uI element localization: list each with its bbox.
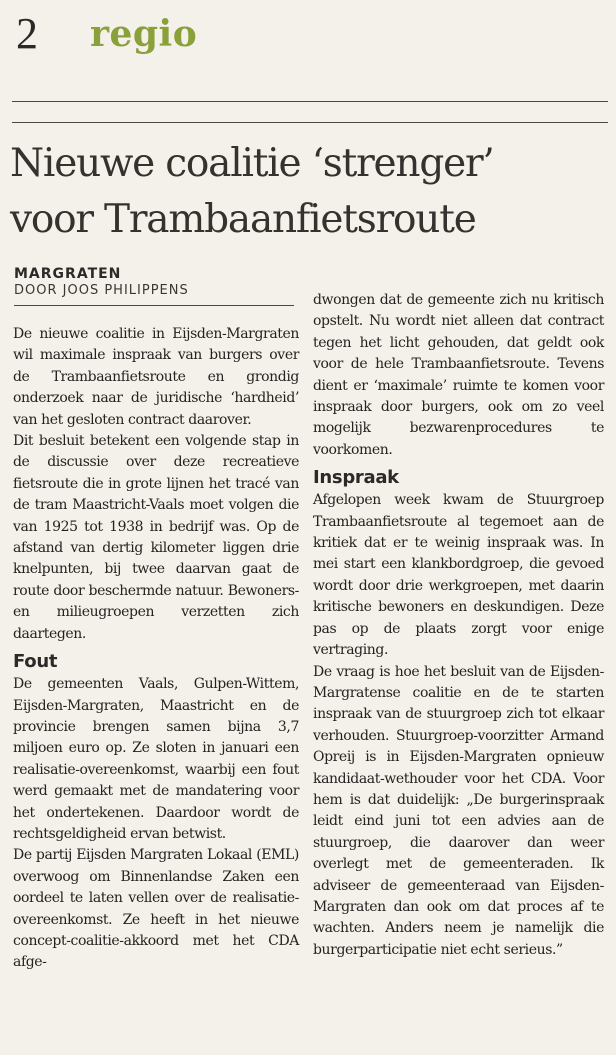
headline-line-2: voor Trambaanfietsroute (10, 197, 476, 242)
masthead-divider-bottom (12, 122, 608, 123)
paragraph-continuation: dwongen dat de gemeente zich nu kritisch opstelt. Nu wordt niet alleen dat contract tegen het licht gehouden, dat geldt ook voor de hele Trambaanfietsroute. Tevens dient er ‘maximale’ ruimte te komen voor inspraak door burgers, ook om zo veel mogelijk bezwarenprocedures te voorkomen. (313, 292, 604, 458)
author-credit: DOOR JOOS PHILIPPENS (14, 283, 189, 298)
article-headline (10, 136, 610, 248)
paragraph-stuurgroep: Afgelopen week kwam de Stuurgroep Trambaanfietsroute al tegemoet aan de kritiek dat er te weinig inspraak was. In mei start een klankbordgroep, die gevoed wordt door drie werkgroepen, met daarin kritische bewoners en deskundigen. Deze pas op de plaats zorgt voor enige vertraging. (313, 492, 604, 659)
article-byline (14, 266, 294, 299)
section-name: regio (90, 13, 198, 55)
dateline: MARGRATEN (14, 266, 122, 282)
article-column-left (13, 324, 299, 974)
paragraph-funding: De gemeenten Vaals, Gulpen-Wittem, Eijsden-Margraten, Maastricht en de provincie brengen samen bijna 3,7 miljoen euro op. Ze sloten in januari een realisatie-overeenkomst, waarbij een fout werd gemaakt met de mandatering voor het ondertekenen. Daardoor wordt de rechtsgeldigheid ervan betwist. (13, 676, 299, 842)
article-column-right (313, 290, 604, 961)
byline-divider (14, 305, 294, 306)
page-masthead (10, 8, 610, 68)
headline-line-1: Nieuwe coalitie ‘strenger’ (10, 141, 494, 186)
paragraph-route-background: Dit besluit betekent een volgende stap in de discussie over deze recreatieve fietsroute die in grote lijnen het tracé van de tram Maastricht-Vaals moet volgen die van 1925 tot 1938 in bedrijf was. Op de afstand van dertig kilometer liggen drie knelpunten, bij twee daarvan gaat de route door beschermde natuur. Bewoners- en milieugroepen verzetten zich daartegen. (13, 433, 299, 642)
page-number: 2 (16, 9, 38, 58)
paragraph-eml: De partij Eijsden Margraten Lokaal (EML) overwoog om Binnenlandse Zaken een oordeel te laten vellen over de realisatie-overeenkomst. Ze heeft in het nieuwe concept-coalitie-akkoord met het CDA afge- (13, 847, 299, 971)
subhead-fout: Fout (13, 651, 58, 673)
paragraph-opreij-quote: De vraag is hoe het besluit van de Eijsden-Margratense coalitie en de te starten inspraak van de stuurgroep zich tot elkaar verhouden. Stuurgroep-voorzitter Armand Opreij is in Eijsden-Margraten opnieuw kandidaat-wethouder voor het CDA. Voor hem is dat duidelijk: „De burgerinspraak leidt eind juni tot een advies aan de stuurgroep, die daarover dan weer overlegt met de gemeenteraden. Ik adviseer de gemeenteraad van Eijsden-Margraten dan ook om dat proces af te wachten. Anders neem je namelijk die burgerparticipatie niet echt serieus.” (313, 663, 604, 958)
masthead-divider-top (12, 101, 608, 102)
paragraph-intro: De nieuwe coalitie in Eijsden-Margraten wil maximale inspraak van burgers over de Trambaanfietsroute en grondig onderzoek naar de juridische ‘hardheid’ van het gesloten contract daarover. (13, 326, 299, 428)
subhead-inspraak: Inspraak (313, 467, 399, 489)
